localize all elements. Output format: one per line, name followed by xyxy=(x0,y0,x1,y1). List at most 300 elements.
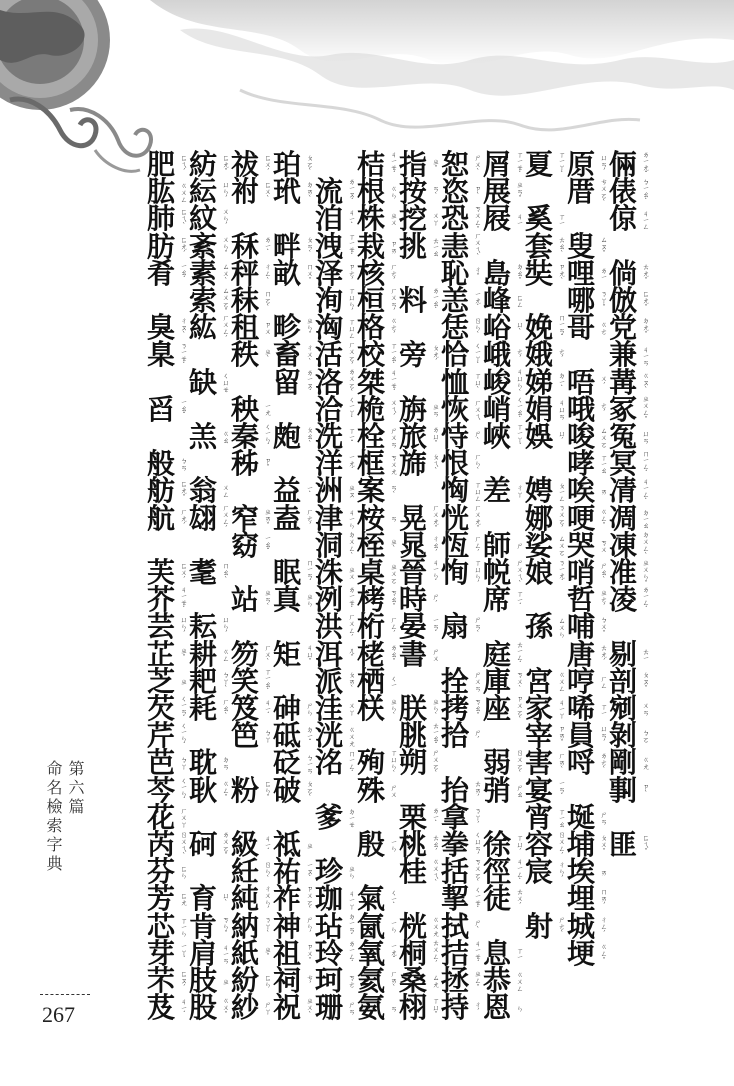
hanzi: 芳 xyxy=(146,882,175,916)
hanzi: 益 xyxy=(272,474,301,508)
zhuyin-annotation: ㄅㄢ xyxy=(180,457,188,472)
hanzi: 桁 xyxy=(356,610,385,644)
zhuyin-annotation: ㄐㄧㄝˊ xyxy=(474,939,482,968)
hanzi: 臬 xyxy=(146,338,175,372)
hanzi: 書 xyxy=(398,637,427,671)
hanzi: 玲 xyxy=(314,936,343,970)
zhuyin-annotation: ㄈㄡˊ xyxy=(180,970,188,992)
hanzi: 肪 xyxy=(146,229,175,263)
page-number-divider xyxy=(40,994,90,995)
zhuyin-annotation: ㄒㄧˇ xyxy=(348,426,356,448)
zhuyin-annotation: ㄨㄟˊ xyxy=(390,398,398,421)
hanzi: 容 xyxy=(524,828,553,861)
character-entry xyxy=(230,585,271,615)
hanzi: 砭 xyxy=(272,746,301,780)
zhuyin-annotation: ㄊㄤˇ xyxy=(642,262,650,285)
zhuyin-annotation: ㄊㄤˊ xyxy=(600,643,608,666)
zhuyin-annotation: ㄐㄧㄝˊ xyxy=(390,151,398,179)
zhuyin-annotation: ㄐㄧㄥ xyxy=(642,209,650,230)
hanzi: 祗 xyxy=(272,828,301,861)
zhuyin-annotation: ㄉㄧˇ xyxy=(306,725,314,747)
hanzi: 眠 xyxy=(272,556,301,589)
character-entry xyxy=(524,256,566,290)
zhuyin-annotation: ㄓˇ xyxy=(264,946,272,962)
character-entry xyxy=(188,993,229,1023)
hanzi: 息 xyxy=(482,936,511,970)
character-entry xyxy=(146,501,188,535)
hanzi: 宸 xyxy=(524,855,553,889)
zhuyin-annotation: ㄗㄨㄛˋ xyxy=(306,884,314,914)
zhuyin-annotation: ㄏㄤˊ xyxy=(180,507,188,530)
character-entry xyxy=(314,993,355,1023)
zhuyin-annotation: ㄩㄣˊ xyxy=(222,181,230,204)
hanzi: 弰 xyxy=(482,773,511,807)
hanzi: 桐 xyxy=(398,936,427,970)
zhuyin-annotation: ㄈㄟˇ xyxy=(642,834,650,856)
hanzi: 肥 xyxy=(146,148,175,181)
hanzi: 埋 xyxy=(566,882,595,916)
hanzi: 倣 xyxy=(608,284,637,317)
hanzi: 埂 xyxy=(566,936,595,970)
hanzi: 倘 xyxy=(608,256,637,290)
hanzi: 兼 xyxy=(608,338,637,372)
dictionary-title: 命名檢索字典 xyxy=(44,760,63,874)
hanzi: 耗 xyxy=(188,692,217,725)
zhuyin-annotation: ㄢˋ xyxy=(432,184,440,200)
hanzi: 師 xyxy=(482,528,511,562)
character-entry xyxy=(314,748,355,778)
hanzi: 秦 xyxy=(230,420,259,453)
hanzi: 旆 xyxy=(398,447,427,481)
zhuyin-annotation: ㄒㄩㄥ xyxy=(474,480,482,502)
zhuyin-annotation: ㄉㄧㄠ xyxy=(642,508,650,529)
zhuyin-annotation: ㄗˇ xyxy=(264,456,272,472)
zhuyin-annotation: ㄞ xyxy=(600,487,608,495)
zhuyin-annotation: ㄨㄚ xyxy=(432,212,440,227)
hanzi: 根 xyxy=(356,175,385,209)
hanzi: 拿 xyxy=(440,800,469,834)
zhuyin-annotation: ㄜˊ xyxy=(516,347,524,363)
zhuyin-annotation: ㄒㄧ xyxy=(516,947,524,961)
hanzi: 紙 xyxy=(230,936,259,970)
character-entry xyxy=(398,286,439,316)
character-entry xyxy=(230,993,271,1023)
zhuyin-annotation: ㄧˋ xyxy=(306,484,314,499)
zhuyin-annotation: ㄅㄚ xyxy=(180,756,188,771)
zhuyin-annotation: ㄗㄞ xyxy=(390,239,398,254)
zhuyin-annotation: ㄏㄥ xyxy=(600,674,608,689)
character-entry xyxy=(524,150,565,180)
hanzi: 恨 xyxy=(440,447,469,481)
zhuyin-annotation: ㄐㄧ xyxy=(516,213,524,226)
character-entry xyxy=(272,501,314,535)
hanzi: 宴 xyxy=(524,773,553,807)
zhuyin-annotation: ㄍㄨㄤ xyxy=(432,916,440,938)
zhuyin-annotation: ㄉㄤˇ xyxy=(642,317,650,340)
hanzi: 恣 xyxy=(440,175,469,209)
hanzi: 峽 xyxy=(482,420,511,453)
hanzi: 剖 xyxy=(608,664,637,698)
hanzi: 弱 xyxy=(482,746,511,780)
character-entry xyxy=(566,748,607,778)
hanzi: 員 xyxy=(566,719,595,753)
character-entry xyxy=(188,773,230,807)
zhuyin-annotation: ㄈㄤˇ xyxy=(642,290,650,312)
character-entry xyxy=(272,422,313,452)
zhuyin-annotation: ㄓㄢˋ xyxy=(264,589,272,612)
hanzi: 真 xyxy=(272,583,301,617)
hanzi: 剚 xyxy=(608,773,637,807)
zhuyin-annotation: ㄕㄨ xyxy=(432,647,440,662)
zhuyin-annotation: ㄍㄥ xyxy=(222,647,230,662)
zhuyin-annotation: ㄐㄩˇ xyxy=(306,643,314,666)
hanzi: 恃 xyxy=(440,420,469,453)
zhuyin-annotation: ㄊㄧㄠ xyxy=(432,236,440,257)
character-entry xyxy=(482,694,523,724)
zhuyin-annotation: ㄉㄨㄥˋ xyxy=(348,531,356,561)
zhuyin-annotation: ㄨㄚ xyxy=(348,702,356,716)
hanzi: 砷 xyxy=(272,692,301,725)
zhuyin-annotation: ㄧㄤˊ xyxy=(348,453,356,475)
hanzi: 洸 xyxy=(314,719,343,753)
character-column xyxy=(566,150,610,1010)
zhuyin-annotation: ㄘㄨㄛˋ xyxy=(600,177,608,207)
hanzi: 恩 xyxy=(482,991,511,1025)
character-entry xyxy=(272,256,314,290)
zhuyin-annotation: ㄏㄨㄢˊ xyxy=(390,286,398,316)
zhuyin-annotation: ㄇㄧㄥˊ xyxy=(642,450,650,478)
zhuyin-annotation: ㄍㄥˇ xyxy=(222,779,230,802)
hanzi: 拾 xyxy=(440,719,469,753)
zhuyin-annotation: ㄑㄧˋ xyxy=(390,889,398,910)
hanzi: 唔 xyxy=(566,365,595,399)
zhuyin-annotation: ㄅㄨˇ xyxy=(600,616,608,639)
character-column xyxy=(356,148,400,1025)
hanzi: 核 xyxy=(356,256,385,290)
hanzi: 耿 xyxy=(188,773,217,807)
hanzi: 栽 xyxy=(356,229,385,263)
zhuyin-annotation: ㄩˋ xyxy=(222,891,230,907)
hanzi: 耙 xyxy=(188,664,217,698)
zhuyin-annotation: ㄗㄜˊ xyxy=(348,262,356,285)
zhuyin-annotation: ㄊㄧㄠˇ xyxy=(432,722,440,750)
hanzi: 拳 xyxy=(440,828,469,861)
hanzi: 粉 xyxy=(230,773,259,807)
zhuyin-annotation: ㄓㄣˋ xyxy=(390,698,398,720)
character-entry xyxy=(188,422,229,452)
hanzi: 套 xyxy=(524,229,553,263)
character-column xyxy=(146,148,190,1025)
hanzi: 育 xyxy=(188,882,217,916)
character-entry xyxy=(188,365,230,399)
zhuyin-annotation: ㄆㄨˇ xyxy=(600,834,608,856)
character-entry xyxy=(398,637,440,671)
character-column xyxy=(272,148,316,1025)
zhuyin-annotation: ㄌㄧㄡˊ xyxy=(348,178,356,206)
hanzi: 株 xyxy=(356,202,385,236)
zhuyin-annotation: ㄑㄧㄣˊ xyxy=(180,722,188,750)
zhuyin-annotation: ㄓㄜˊ xyxy=(600,589,608,612)
zhuyin-annotation: ㄘˊ xyxy=(306,973,314,989)
hanzi: 晉 xyxy=(398,556,427,589)
zhuyin-annotation: ㄨㄣˇ xyxy=(222,235,230,258)
hanzi: 哼 xyxy=(566,664,595,698)
hanzi: 洵 xyxy=(314,284,343,317)
hanzi: 紋 xyxy=(188,202,217,236)
zhuyin-annotation: ㄓㄡ xyxy=(348,484,356,499)
hanzi: 芮 xyxy=(146,828,175,861)
zhuyin-annotation: ㄓㄨ xyxy=(348,566,356,580)
zhuyin-annotation: ㄓㄨㄛ xyxy=(390,562,398,584)
zhuyin-annotation: ㄧㄚˊ xyxy=(180,943,188,965)
hanzi: 扇 xyxy=(440,610,469,644)
hanzi: 徒 xyxy=(482,882,511,916)
character-entry xyxy=(440,612,481,642)
hanzi: 股 xyxy=(188,991,217,1025)
zhuyin-annotation: ㄌㄧㄝˋ xyxy=(348,586,356,614)
zhuyin-annotation: ㄔㄥˊ xyxy=(600,915,608,938)
hanzi: 徑 xyxy=(482,855,511,889)
hanzi: 栩 xyxy=(398,991,427,1025)
hanzi: 津 xyxy=(314,501,343,535)
hanzi: 栲 xyxy=(356,583,385,617)
zhuyin-annotation: ㄗㄨ xyxy=(264,321,272,336)
zhuyin-annotation: ㄏㄨˋ xyxy=(264,643,272,666)
zhuyin-annotation: ㄙㄡˇ xyxy=(600,235,608,258)
zhuyin-annotation: ㄒㄧ xyxy=(558,213,566,226)
hanzi: 庫 xyxy=(482,664,511,698)
zhuyin-annotation: ㄕㄨㄟˋ xyxy=(516,558,524,588)
zhuyin-annotation: ㄔㄚ xyxy=(516,484,524,499)
character-entry xyxy=(524,612,565,642)
zhuyin-annotation: ㄓ xyxy=(222,977,230,985)
hanzi: 窈 xyxy=(230,528,259,562)
hanzi: 娉 xyxy=(524,474,553,508)
hanzi: 氤 xyxy=(356,909,385,943)
hanzi: 盍 xyxy=(272,501,301,535)
character-entry xyxy=(146,993,187,1023)
hanzi: 洋 xyxy=(314,447,343,481)
hanzi: 桀 xyxy=(356,365,385,399)
hanzi: 娩 xyxy=(524,311,553,345)
hanzi: 准 xyxy=(608,556,637,589)
character-entry xyxy=(188,501,230,535)
hanzi: 哭 xyxy=(566,528,595,562)
hanzi: 紜 xyxy=(188,175,217,209)
zhuyin-annotation: ㄕㄨˋ xyxy=(474,154,482,176)
hanzi: 桂 xyxy=(398,855,427,889)
hanzi: 恙 xyxy=(440,284,469,317)
hanzi: 栳 xyxy=(356,637,385,671)
zhuyin-annotation: ㄍㄨㄥ xyxy=(516,970,524,992)
zhuyin-annotation: ㄑㄧㄚˋ xyxy=(348,395,356,424)
hanzi: 破 xyxy=(272,773,301,807)
zhuyin-annotation: ㄆㄤˊ xyxy=(432,344,440,367)
zhuyin-annotation: ㄎㄨㄛˋ xyxy=(474,857,482,887)
zhuyin-annotation: ㄑㄩㄝ xyxy=(222,372,230,394)
zhuyin-annotation: ㄎㄜ xyxy=(348,974,356,988)
zhuyin-annotation: ㄒㄧㄝˋ xyxy=(516,151,524,179)
zhuyin-annotation: ㄩˋ xyxy=(516,320,524,336)
hanzi: 芬 xyxy=(146,855,175,889)
hanzi: 皰 xyxy=(272,420,301,453)
zhuyin-annotation: ㄐㄧㄢ xyxy=(222,943,230,964)
zhuyin-annotation: ㄈㄤ xyxy=(180,892,188,907)
zhuyin-annotation: ㄗㄨㄛˋ xyxy=(516,694,524,724)
zhuyin-annotation: ㄒㄧ xyxy=(600,702,608,716)
zhuyin-annotation: ㄕㄨ xyxy=(390,783,398,798)
hanzi: 肩 xyxy=(188,936,217,970)
hanzi: 洞 xyxy=(314,528,343,562)
zhuyin-annotation: ㄐㄧㄥˋ xyxy=(642,477,650,506)
hanzi: 洱 xyxy=(314,637,343,671)
character-entry xyxy=(608,830,649,860)
hanzi: 島 xyxy=(482,256,511,290)
zhuyin-annotation: ㄎㄨ xyxy=(600,538,608,553)
zhuyin-annotation: ㄑㄧㄣˊ xyxy=(264,423,272,451)
hanzi: 舀 xyxy=(146,392,175,426)
character-entry xyxy=(356,830,397,860)
hanzi: 洛 xyxy=(314,365,343,399)
zhuyin-annotation: ㄏㄨㄤˇ xyxy=(474,504,482,534)
zhuyin-annotation: ㄉㄨㄥˋ xyxy=(642,531,650,561)
zhuyin-annotation: ㄌㄠˇ xyxy=(390,643,398,666)
hanzi: 恢 xyxy=(440,392,469,426)
zhuyin-annotation: ㄆㄟˋ xyxy=(432,453,440,476)
zhuyin-annotation: ㄧㄤˋ xyxy=(474,290,482,312)
zhuyin-annotation: ㄉㄧˋ xyxy=(558,372,566,393)
zhuyin-annotation: ㄔㄨˋ xyxy=(306,344,314,367)
zhuyin-annotation: ㄏㄜˊ xyxy=(390,262,398,285)
zhuyin-annotation: ㄧㄣ xyxy=(390,838,398,852)
character-entry xyxy=(230,177,271,207)
zhuyin-annotation: ㄩㄢˊ xyxy=(600,154,608,176)
zhuyin-annotation: ㄧㄡˋ xyxy=(306,861,314,883)
hanzi: 唏 xyxy=(566,692,595,725)
zhuyin-annotation: ㄏㄨㄟˋ xyxy=(474,232,482,262)
zhuyin-annotation: ㄏㄥˊ xyxy=(390,616,398,639)
hanzi: 恭 xyxy=(482,964,511,997)
hanzi: 恍 xyxy=(440,501,469,535)
zhuyin-annotation: ㄓㄨ xyxy=(390,212,398,227)
character-entry xyxy=(146,340,187,370)
zhuyin-annotation: ㄈㄤˇ xyxy=(222,154,230,176)
hanzi: 娑 xyxy=(524,528,553,562)
zhuyin-annotation: ㄌㄧㄥˊ xyxy=(642,586,650,614)
hanzi: 納 xyxy=(230,909,259,943)
character-entry xyxy=(608,585,649,615)
character-column xyxy=(482,148,526,1025)
hanzi: 洗 xyxy=(314,420,343,453)
character-entry xyxy=(440,993,481,1023)
hanzi: 峪 xyxy=(482,311,511,345)
character-entry xyxy=(524,422,565,452)
character-entry xyxy=(482,773,524,807)
chapter-sidebar xyxy=(44,760,86,874)
hanzi: 埃 xyxy=(566,855,595,889)
hanzi: 冓 xyxy=(608,365,637,399)
zhuyin-annotation: ㄒㄩㄣˊ xyxy=(348,286,356,316)
character-entry xyxy=(230,721,271,751)
zhuyin-annotation: ㄏㄥˊ xyxy=(474,534,482,557)
character-entry xyxy=(398,229,440,263)
zhuyin-annotation: ㄔˇ xyxy=(474,266,482,282)
hanzi: 殷 xyxy=(356,828,385,861)
zhuyin-annotation: ㄕㄜˋ xyxy=(558,915,566,938)
zhuyin-annotation: ㄐㄧㄝˊ xyxy=(390,368,398,397)
zhuyin-annotation: ㄋㄚˊ xyxy=(474,806,482,829)
zhuyin-annotation: ㄇㄧㄢˊ xyxy=(306,559,314,587)
zhuyin-annotation: ㄨㄢ xyxy=(642,702,650,716)
character-entry xyxy=(314,800,356,834)
zhuyin-annotation: ㄗㄞˇ xyxy=(558,725,566,748)
zhuyin-annotation: ㄍㄥˇ xyxy=(600,942,608,965)
zhuyin-annotation: ㄖㄣˋ xyxy=(264,861,272,884)
hanzi: 座 xyxy=(482,692,511,725)
zhuyin-annotation: ㄓㄣˇ xyxy=(306,317,314,340)
zhuyin-annotation: ㄈㄟˋ xyxy=(180,208,188,231)
zhuyin-annotation: ㄍㄥˇ xyxy=(600,507,608,530)
character-entry xyxy=(356,993,397,1023)
zhuyin-annotation: ㄆㄛˋ xyxy=(306,154,314,176)
zhuyin-annotation: ㄌㄩˇ xyxy=(432,426,440,448)
zhuyin-annotation: ㄕㄠ xyxy=(516,783,524,798)
hanzi: 哩 xyxy=(566,256,595,290)
hanzi: 恁 xyxy=(440,311,469,345)
hanzi: 祖 xyxy=(272,936,301,970)
character-entry xyxy=(440,721,481,751)
hanzi: 奘 xyxy=(524,256,553,290)
hanzi: 原 xyxy=(566,148,595,181)
hanzi: 射 xyxy=(524,909,553,943)
zhuyin-annotation: ㄏㄣˋ xyxy=(474,453,482,476)
zhuyin-annotation: ㄈㄟˊ xyxy=(180,154,188,176)
hanzi: 恥 xyxy=(440,256,469,290)
character-entry xyxy=(482,422,523,452)
zhuyin-annotation: ㄧㄤ xyxy=(264,403,272,417)
hanzi: 洎 xyxy=(314,202,343,236)
zhuyin-annotation: ㄒㄧˊ xyxy=(516,589,524,611)
zhuyin-annotation: ㄉㄧㄝ xyxy=(348,807,356,828)
hanzi: 朕 xyxy=(398,692,427,725)
zhuyin-annotation: ㄓㄣ xyxy=(348,865,356,880)
zhuyin-annotation: ㄒㄧㄚˊ xyxy=(516,423,524,451)
hanzi: 冢 xyxy=(608,392,637,426)
zhuyin-annotation: ㄈㄨˊ xyxy=(180,562,188,584)
zhuyin-annotation: ㄕㄨㄢ xyxy=(474,671,482,693)
hanzi: 耄 xyxy=(188,556,217,589)
zhuyin-annotation: ㄋㄨㄛˊ xyxy=(558,504,566,534)
hanzi: 指 xyxy=(398,148,427,181)
hanzi: 唐 xyxy=(566,637,595,671)
zhuyin-annotation: ㄏㄨㄟ xyxy=(474,399,482,421)
hanzi: 站 xyxy=(230,583,259,617)
character-entry xyxy=(188,694,229,724)
character-column xyxy=(314,150,358,1025)
hanzi: 桄 xyxy=(398,909,427,943)
hanzi: 倆 xyxy=(608,148,637,181)
hanzi: 恰 xyxy=(440,338,469,372)
hanzi: 恟 xyxy=(440,474,469,508)
zhuyin-annotation: ㄕㄢ xyxy=(600,810,608,825)
hanzi: 紗 xyxy=(230,991,259,1025)
hanzi: 宵 xyxy=(524,800,553,834)
hanzi: 窄 xyxy=(230,501,259,535)
hanzi: 旁 xyxy=(398,338,427,372)
hanzi: 倞 xyxy=(608,202,637,236)
zhuyin-annotation: ㄌㄧㄥˊ xyxy=(348,939,356,968)
hanzi: 玷 xyxy=(314,909,343,943)
